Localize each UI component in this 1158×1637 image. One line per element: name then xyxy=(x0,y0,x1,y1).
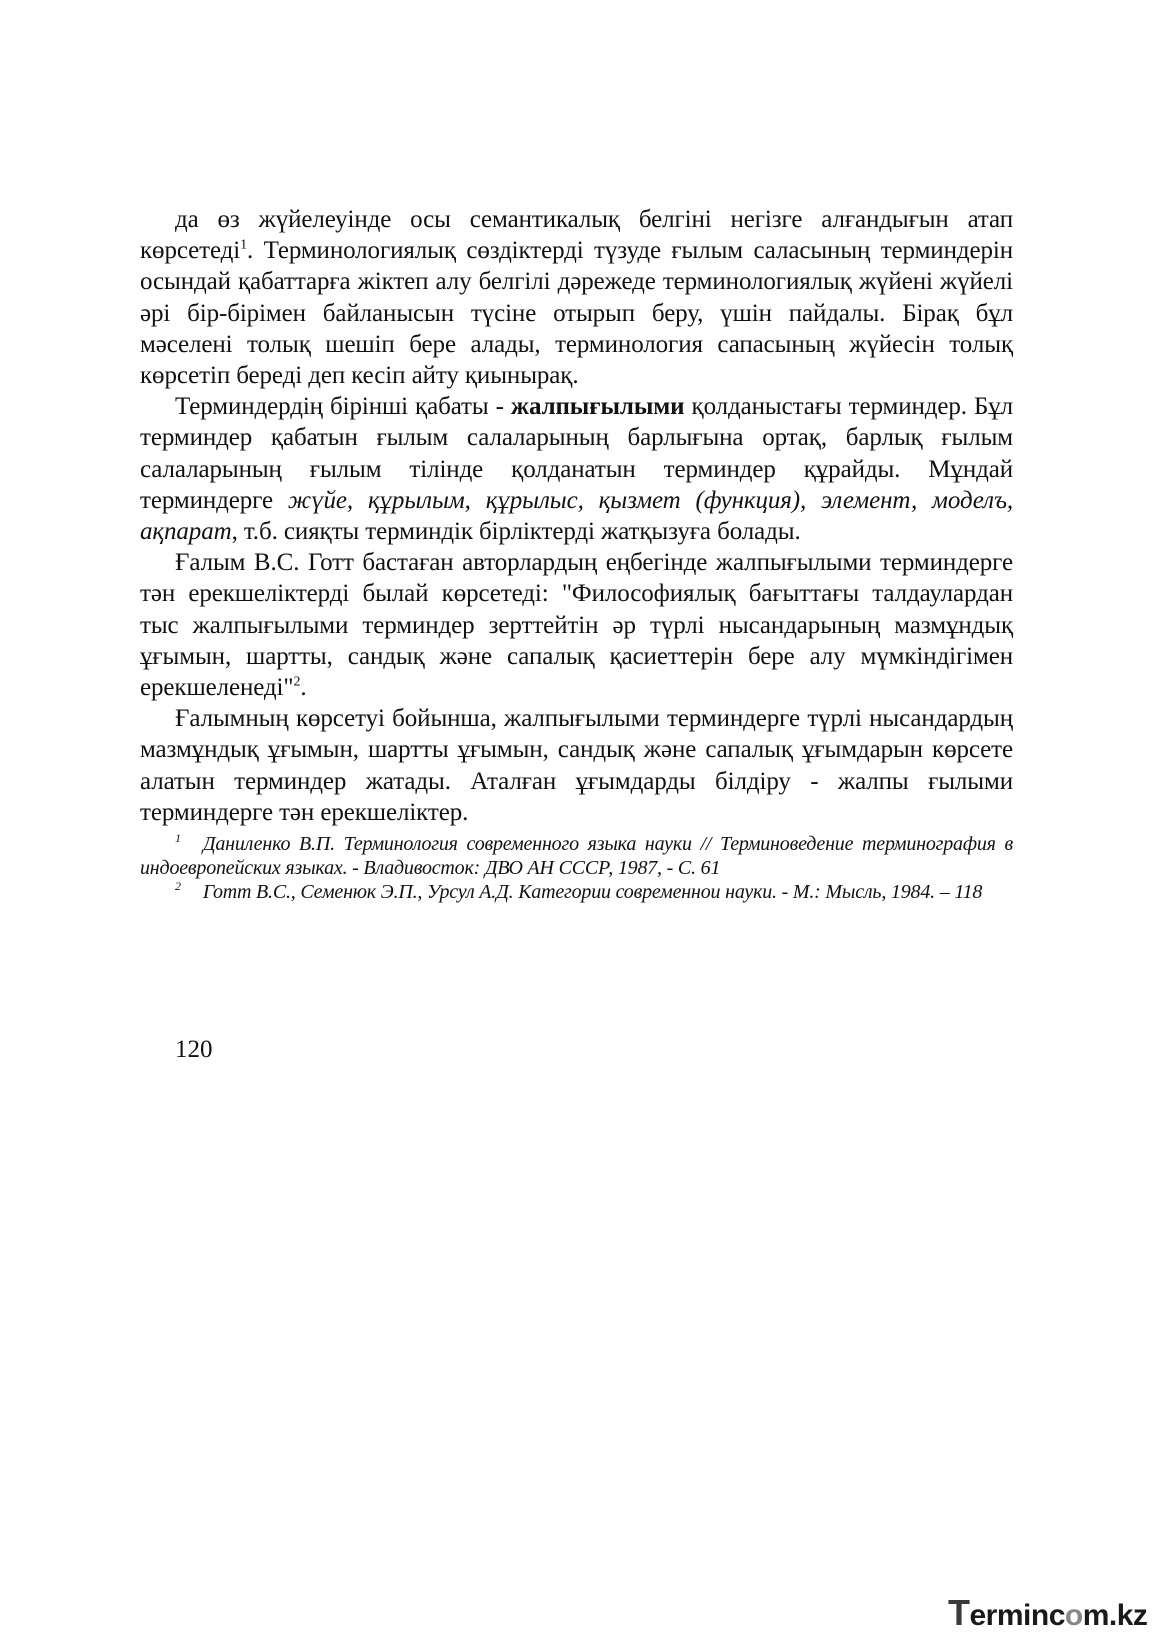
paragraph-text: да өз жүйелеуінде осы семантикалық белгіні негізге алғандығын атап көрсетеді xyxy=(140,206,1013,265)
paragraph-text: , т.б. сияқты терминдік бірліктерді жатқызуға болады. xyxy=(231,518,801,546)
logo-letter: T xyxy=(948,1592,970,1633)
footnote-ref-2[interactable]: 2 xyxy=(293,674,301,690)
paragraph-3 xyxy=(140,547,1013,703)
paragraph-1 xyxy=(140,204,1013,391)
page-body xyxy=(140,204,1013,904)
page-number: 120 xyxy=(175,1036,213,1063)
footnote-number: 2 xyxy=(175,879,181,894)
paragraph-4 xyxy=(140,703,1013,828)
paragraph-2 xyxy=(140,391,1013,547)
footnote-1 xyxy=(140,832,1013,880)
paragraph-text: Терминдердің бірінші қабаты - xyxy=(175,393,511,421)
paragraph-text: Ғалымның көрсетуі бойынша, жалпығылыми терминдерге түрлі нысандардың мазмұндық ұғымын, шартты ұғымын, сандық және сапалық ұғымдарын көрсете алатын терминдер жатады. Аталған ұғымдарды білдіру - жалпы ғылыми терминдерге тән ерекшеліктер. xyxy=(140,705,1013,826)
footnote-ref-1[interactable]: 1 xyxy=(240,237,248,253)
footnote-number: 1 xyxy=(175,831,181,846)
footnotes xyxy=(140,832,1013,904)
footnote-2 xyxy=(140,880,1013,904)
footnote-text: Готт В.С., Семенюк Э.П., Урсул А.Д. Категории современнои науки. - М.: Мысль, 1984. – 118 xyxy=(202,881,983,904)
paragraph-text: қолданыстағы терминдер. Бұл терминдер қабатын ғылым салаларының барлығына ортақ, барлық ғылым салаларының ғылым тілінде қолданатын терминдер құрайды. Мұндай терминдерге xyxy=(140,393,1014,514)
paragraph-text: . Терминологиялық сөздіктерді түзуде ғылым саласының терминдерін осындай қабаттарға жіктеп алу белгілі дәрежеде терминологиялық жүйені жүйелі әрі бір-бірімен байланысын түсіне отырып беру, үшін пайдалы. Бірақ бұл мәселені толық шешіп бере алады, терминология сапасының жүйесін толық көрсетіп береді деп кесіп айту қиынырақ. xyxy=(140,237,1013,390)
termincom-logo[interactable] xyxy=(948,1592,1147,1634)
paragraph-text: . xyxy=(300,674,307,702)
italic-terms: жүйе, құрылым, құрылыс, қызмет (функция), элемент, моделъ, ақпарат xyxy=(140,486,1014,546)
bold-term: жалпығылыми xyxy=(510,393,685,421)
footnote-text: Даниленко В.П. Терминология современного языка науки // Терминоведение терминография в индоевропейских языках. - Владивосток: ДВО АН СССР, 1987, - С. 61 xyxy=(140,833,1013,880)
logo-text: m.kz xyxy=(1082,1599,1148,1632)
paragraph-text: Ғалым В.С. Готт бастаған авторлардың еңбегінде жалпығылыми терминдерге тән ерекшеліктерді былай көрсетеді: "Философиялық бағыттағы талдаулардан тыс жалпығылыми терминдер зерттейтін әр түрлі нысандарының мазмұндық ұғымын, шартты, сандық және сапалық қасиеттерін бере алу мүмкіндігімен ерекшеленеді" xyxy=(140,549,1013,702)
logo-text: erminc xyxy=(969,1599,1065,1632)
logo-magnifier-icon: o xyxy=(1064,1599,1083,1632)
